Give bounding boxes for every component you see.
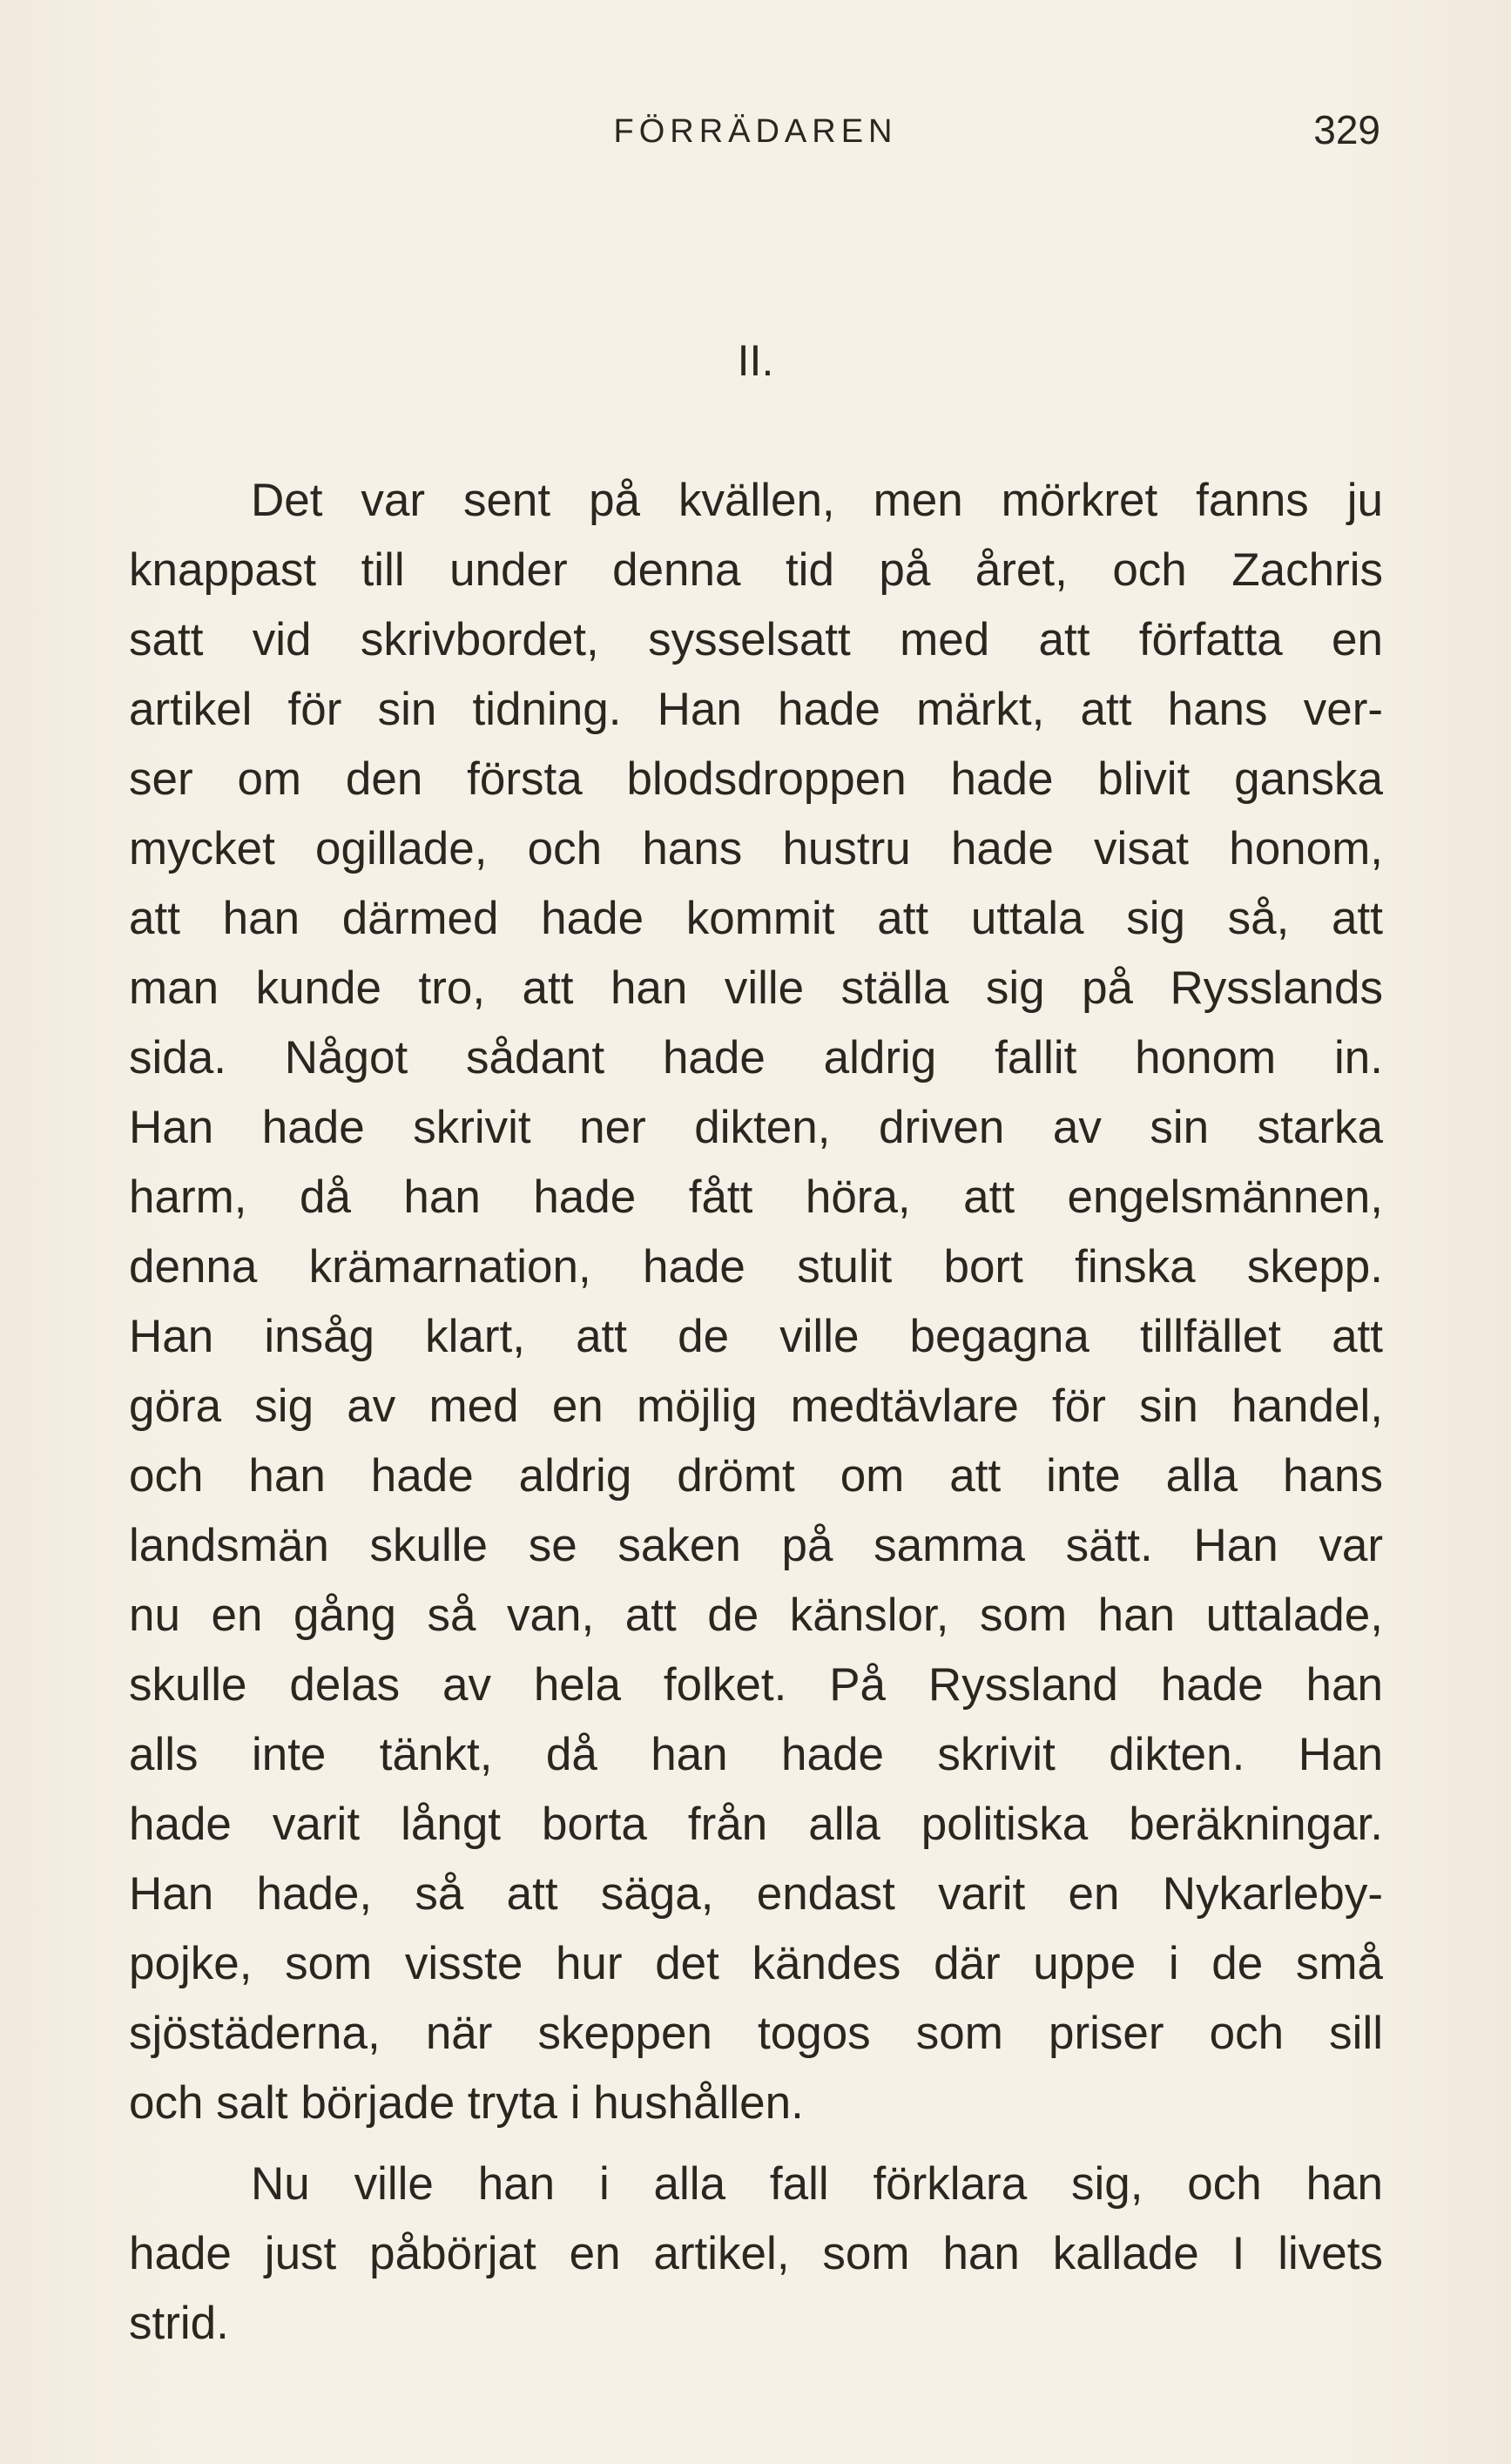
text-line: skulle delas av hela folket. På Ryssland hade han xyxy=(129,1659,1383,1711)
text-line: och salt började tryta i hushållen. xyxy=(129,2077,804,2129)
text-line: och han hade aldrig drömt om att inte alla hans xyxy=(129,1450,1383,1502)
text-line: Han insåg klart, att de ville begagna tillfället att xyxy=(129,1311,1383,1362)
text-line: knappast till under denna tid på året, och Zachris xyxy=(129,544,1383,596)
text-line: strid. xyxy=(129,2298,229,2349)
page-number: 329 xyxy=(1313,107,1380,152)
text-line: man kunde tro, att han ville ställa sig på Rysslands xyxy=(129,962,1383,1014)
text-line: sjöstäderna, när skeppen togos som priser och sill xyxy=(129,2008,1383,2059)
text-line: nu en gång så van, att de känslor, som han uttalade, xyxy=(129,1590,1383,1641)
text-line: denna krämarnation, hade stulit bort finska skepp. xyxy=(129,1241,1383,1293)
text-line: hade just påbörjat en artikel, som han kallade I livets xyxy=(129,2228,1383,2279)
text-line: sida. Något sådant hade aldrig fallit honom in. xyxy=(129,1032,1383,1083)
text-line: alls inte tänkt, då han hade skrivit dikten. Han xyxy=(129,1729,1383,1780)
text-line: hade varit långt borta från alla politiska beräkningar. xyxy=(129,1799,1383,1850)
text-line: göra sig av med en möjlig medtävlare för sin handel, xyxy=(129,1381,1383,1432)
page-header xyxy=(0,105,1511,157)
text-line: artikel för sin tidning. Han hade märkt, att hans ver- xyxy=(129,684,1383,735)
text-line: Han hade, så att säga, endast varit en Nykarleby- xyxy=(129,1868,1383,1920)
text-line: satt vid skrivbordet, sysselsatt med att författa en xyxy=(129,614,1383,665)
chapter-heading: II. xyxy=(737,336,774,385)
text-line: Nu ville han i alla fall förklara sig, och han xyxy=(251,2158,1383,2210)
text-line: harm, då han hade fått höra, att engelsmännen, xyxy=(129,1171,1383,1223)
text-line: pojke, som visste hur det kändes där uppe i de små xyxy=(129,1938,1383,1989)
text-line: mycket ogillade, och hans hustru hade visat honom, xyxy=(129,823,1383,874)
text-line: ser om den första blodsdroppen hade blivit ganska xyxy=(129,753,1383,805)
text-line: landsmän skulle se saken på samma sätt. Han var xyxy=(129,1520,1383,1571)
text-line: att han därmed hade kommit att uttala sig så, att xyxy=(129,893,1383,944)
text-line: Han hade skrivit ner dikten, driven av sin starka xyxy=(129,1102,1383,1153)
text-line: Det var sent på kvällen, men mörkret fanns ju xyxy=(251,475,1383,526)
running-title: FÖRRÄDAREN xyxy=(613,113,898,150)
